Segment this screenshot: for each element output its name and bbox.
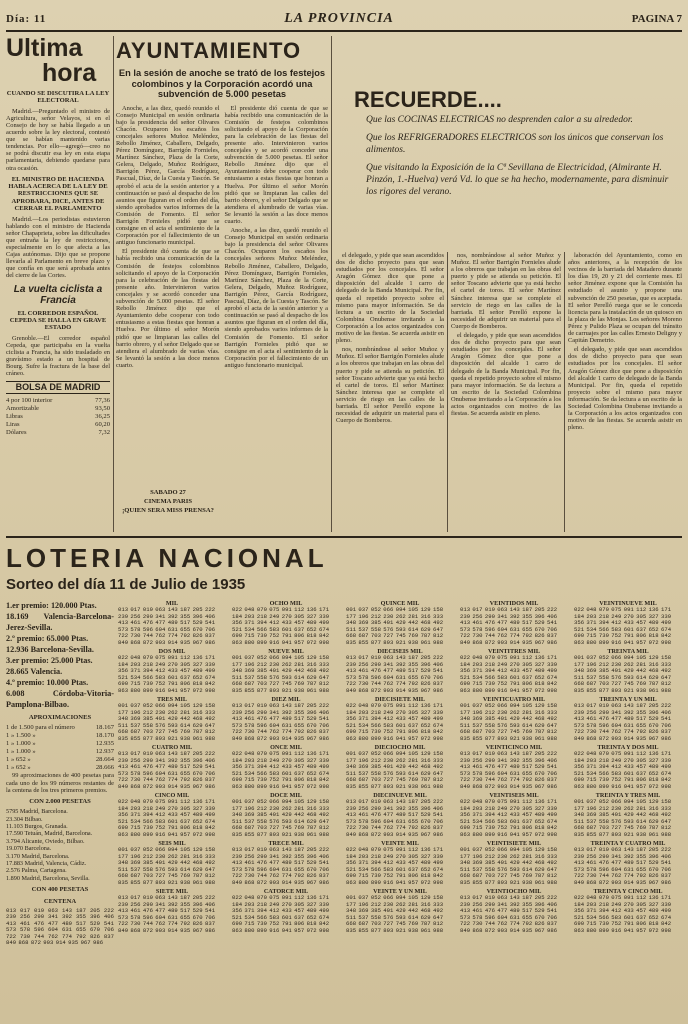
mil-numbers: 013 017 019 063 143 187 205 222 239 256 290 341 392 355 396 406 413 461 476 477 489 517 529 541 573 578 596 604 631 655 670 706 722 730 744 762 774 792 826 837 849 868 872 903 914 935 967 986 (460, 894, 558, 934)
premio-2000-line: 17.590 Tetuán, Madrid, Barcelona. (6, 830, 93, 838)
recuerde-ad (336, 86, 680, 246)
mil-numbers: 022 048 070 075 091 112 136 171 184 203 218 249 270 305 327 339 356 371 394 412 433 457 489 499 521 534 566 583 601 637 652 674 690 715 739 752 791 806 818 842 863 880 899 916 941 957 972 998 (232, 894, 330, 934)
ayuntamiento-text-2b: Anoche, a las diez, quedó reunido el Consejo Municipal en sesión ordinaria bajo la presidencia del señor Olivares Chacón. Ocuparon los escaños los concejales señores Muñoz Meléndez, Rebollo Jiménez, Caballero, Delgado, Pérez Domínguez, Barrigón Fornieles, Martínez Sánchez, Plaza de la Corte, Gelera, Delgado, Muñoz Rodríguez, Barrigón Pérez, García Rodríguez, Pascual, Díaz, de la Cuesta y Tascón. Se aprobó el acta de la sesión anterior y a continuación se pasó al despacho de los asuntos que figuran en el orden del día, siendo aprobados varios informes de la Comisión de Fomento. El señor Barrigón Fornieles pidió que se consigne en el acta el sentimiento de la Corporación por el fallecimiento de un antiguo funcionario municipal. (224, 227, 328, 369)
mil-numbers: 013 017 019 063 143 187 205 222 239 256 290 341 392 355 396 406 413 461 476 477 489 517 529 541 573 578 596 604 631 655 670 706 722 730 744 762 774 792 826 837 849 868 872 903 914 935 967 986 (460, 750, 558, 790)
header-paper-name: LA PROVINCIA (284, 11, 394, 26)
ayuntamiento-deck: En la sesión de anoche se trató de los festejos colombinos y la Corporación acordó una subvención de 5.000 pesetas (118, 68, 326, 99)
ayuntamiento-col-2 (225, 105, 329, 371)
mil-heading: MIL (165, 600, 179, 607)
mil-heading: VEINTICUATRO MIL (482, 696, 546, 703)
recuerde-line-1: Que las COCINAS ELECTRICAS no desprenden calor a su alrededor. (366, 115, 633, 125)
lottery-column (574, 598, 682, 1020)
ultima-subhead-4: EL CORREDOR ESPAÑOL CEPEDA SE HALLA EN GRAVE ESTADO (9, 309, 107, 332)
mil-numbers: 001 037 052 066 094 105 129 158 177 196 212 230 262 281 316 333 348 369 385 401 429 442 468 492 511 537 558 576 593 614 629 647 668 687 703 727 745 769 787 812 835 855 877 893 921 938 961 988 (346, 606, 444, 646)
middle-col-2 (451, 252, 561, 532)
mil-heading: TRES MIL (156, 696, 188, 703)
mil-numbers: 013 017 019 063 143 187 205 222 239 256 290 341 392 355 396 406 413 461 476 477 489 517 529 541 573 578 596 604 631 655 670 706 722 730 744 762 774 792 826 837 849 868 872 903 914 935 967 986 (346, 654, 444, 694)
bolsa-title: BOLSA DE MADRID (6, 381, 110, 394)
aprox-list (6, 724, 114, 772)
section-rule (6, 536, 682, 538)
aprox-row (6, 764, 114, 772)
premio-2000-line: 19.070 Barcelona. (6, 845, 52, 853)
loteria-sorteo: Sorteo del día 11 de Julio de 1935 (6, 576, 246, 593)
centena-title: CENTENA (43, 897, 77, 905)
mil-heading: OCHO MIL (269, 600, 303, 607)
middle-col-3 (568, 252, 682, 532)
lottery-numbers-grid (118, 598, 682, 1020)
mil-heading: QUINCE MIL (380, 600, 420, 607)
column-rule (447, 252, 448, 532)
mil-heading: DOCE MIL (270, 792, 302, 799)
premio-line: 4.º premio: 10.000 Ptas. (6, 678, 89, 687)
column-rule (331, 36, 332, 532)
aprox-row (6, 740, 114, 748)
recuerde-line-3: Que visitando la Exposición de la Cª Sevillana de Electricidad, (Almirante H. Pinzón, 1.-Huelva) verá Vd. lo que se ha hecho, modernamente, para disminuir los rigores del verano. (366, 163, 669, 197)
aprox-label: 1 » 652 » (6, 756, 31, 764)
loteria-left (6, 540, 114, 1020)
aprox-label: 1 » 652 » (6, 764, 31, 772)
mil-numbers: 022 048 070 075 091 112 136 171 184 203 218 249 270 305 327 339 356 371 394 412 433 457 489 499 521 534 566 583 601 637 652 674 690 715 739 752 791 806 818 842 863 880 899 916 941 957 972 998 (346, 702, 444, 742)
mil-numbers: 022 048 070 075 091 112 136 171 184 203 218 249 270 305 327 339 356 371 394 412 433 457 489 499 521 534 566 583 601 637 652 674 690 715 739 752 791 806 818 842 863 880 899 916 941 957 972 998 (118, 654, 216, 694)
premio-line: 6.008 Córdoba-Vitoria-Pamplona-Bilbao. (6, 689, 114, 709)
premio-line: 28.665 Valencia. (6, 667, 63, 676)
mil-numbers: 022 048 070 075 091 112 136 171 184 203 218 249 270 305 327 339 356 371 394 412 433 457 489 499 521 534 566 583 601 637 652 674 690 715 739 752 791 806 818 842 863 880 899 916 941 957 972 998 (232, 606, 330, 646)
premio-2000-line: 3.170 Madrid, Barcelona. (6, 852, 70, 860)
mil-heading: VEINTISIETE MIL (486, 840, 542, 847)
mil-heading: VEINTIDOS MIL (489, 600, 539, 607)
mil-heading: DIECISIETE MIL (374, 696, 426, 703)
mil-numbers: 001 037 052 066 094 105 129 158 177 196 212 230 262 281 316 333 348 369 385 401 429 442 468 492 511 537 558 576 593 614 629 647 668 687 703 727 745 769 787 812 835 855 877 893 921 938 961 988 (460, 846, 558, 886)
bolsa-value: 7,32 (98, 429, 110, 437)
mil-numbers: 001 037 052 066 094 105 129 158 177 196 212 230 262 281 316 333 348 369 385 401 429 442 468 492 511 537 558 576 593 614 629 647 668 687 703 727 745 769 787 812 835 855 877 893 921 938 961 988 (574, 798, 672, 838)
premio-2000-line: 1.890 Madrid, Barcelona, Sevilla. (6, 874, 90, 882)
aprox-number: 28.666 (95, 764, 114, 772)
mil-numbers: 013 017 019 063 143 187 205 222 239 256 290 341 392 355 396 406 413 461 476 477 489 517 529 541 573 578 596 604 631 655 670 706 722 730 744 762 774 792 826 837 849 868 872 903 914 935 967 986 (118, 606, 216, 646)
mil-heading: SEIS MIL (158, 840, 186, 847)
mil-heading: VEINTE MIL (381, 840, 419, 847)
con-400-title: CON 400 PESETAS (31, 886, 89, 894)
column-rule (113, 36, 114, 532)
mil-heading: TREINTA MIL (607, 648, 649, 655)
aprox-title: APROXIMACIONES (28, 714, 92, 721)
mil-numbers: 013 017 019 063 143 187 205 222 239 256 290 341 392 355 396 406 413 461 476 477 489 517 529 541 573 578 596 604 631 655 670 706 722 730 744 762 774 792 826 837 849 868 872 903 914 935 967 986 (574, 702, 672, 742)
bolsa-label: Liras (6, 421, 20, 429)
mil-heading: TREINTA Y TRES MIL (595, 792, 661, 799)
mil-heading: SIETE MIL (155, 888, 189, 895)
mil-heading: NUEVE MIL (268, 648, 304, 655)
mil-numbers: 001 037 052 066 094 105 129 158 177 196 212 230 262 281 316 333 348 369 385 401 429 442 468 492 511 537 558 576 593 614 629 647 668 687 703 727 745 769 787 812 835 855 877 893 921 938 961 988 (346, 750, 444, 790)
premio-line: 3.er premio: 25.000 Ptas. (6, 656, 93, 665)
aprox-row (6, 756, 114, 764)
mil-numbers: 022 048 070 075 091 112 136 171 184 203 218 249 270 305 327 339 356 371 394 412 433 457 489 499 521 534 566 583 601 637 652 674 690 715 739 752 791 806 818 842 863 880 899 916 941 957 972 998 (574, 894, 672, 934)
aprox-number: 18.167 (95, 724, 114, 732)
mil-numbers: 013 017 019 063 143 187 205 222 239 256 290 341 392 355 396 406 413 461 476 477 489 517 529 541 573 578 596 604 631 655 670 706 722 730 744 762 774 792 826 837 849 868 872 903 914 935 967 986 (232, 702, 330, 742)
mil-heading: DIECISEIS MIL (377, 648, 423, 655)
mil-heading: TREINTA Y CUATRO MIL (590, 840, 666, 847)
ultima-title-1: Ultima (6, 36, 83, 62)
aprox-row (6, 732, 114, 740)
mil-heading: VEINTIOCHO MIL (486, 888, 542, 895)
premio-2000-line: 11.103 Burgos, Granada. (6, 822, 68, 830)
ayuntamiento-text-2: El presidente dió cuenta de que se había recibido una comunicación de la Comisión de festejos colombinos solicitando el apoyo de la Corporación para la celebración de las fiestas del presente año. Intervinieron varios concejales y se acordó conceder una subvención de 5.000 pesetas. El señor Rebollo Jiménez dijo que el Ayuntamiento debe cooperar con todo entusiasmo a estas fiestas que honran a Huelva. Por último el señor Morón pidió que se limpiaran las calles del barrio obrero, y el señor Delgado que se atendiera el alumbrado de varias vías. Se levantó la sesión a las doce menos cuarto. (224, 104, 328, 225)
bolsa-row (6, 429, 110, 437)
loteria-title: LOTERIA NACIONAL (6, 543, 328, 573)
aprox-number: 28.664 (95, 756, 114, 764)
header-page-number: PAGINA 7 (631, 13, 682, 25)
ayuntamiento-text-1b: El presidente dió cuenta de que se había recibido una comunicación de la Comisión de festejos colombinos solicitando el apoyo de la Corporación para la celebración de las fiestas del presente año. Intervinieron varios concejales y se acordó conceder una subvención de 5.000 pesetas. El señor Rebollo Jiménez dijo que el Ayuntamiento debe cooperar con todo entusiasmo a estas fiestas que honran a Huelva. Por último el señor Morón pidió que se limpiaran las calles del barrio obrero, y el señor Delgado que se atendiera el alumbrado de varias vías. Se levantó la sesión a las doce menos cuarto. (116, 248, 220, 369)
mil-numbers: 013 017 019 063 143 187 205 222 239 256 290 341 392 355 396 406 413 461 476 477 489 517 529 541 573 578 596 604 631 655 670 706 722 730 744 762 774 792 826 837 849 868 872 903 914 935 967 986 (574, 846, 672, 886)
ultima-body-2: Madrid.—Los periodistas estuvieron hablando con el ministro de Hacienda señor Chapaprieta, sobre las dificultades que entraña la ley de restricciones, especialmente en lo que afecta a las Cajas autónomas. Dijo que se propone llevarla al Parlamento en breve plazo y que confía en que será aprobada antes del cierre de las Cortes. (6, 215, 110, 280)
mil-heading: VEINTINUEVE MIL (599, 600, 657, 607)
bolsa-row (6, 405, 110, 413)
aprox-number: 18.170 (95, 732, 114, 740)
premio-2000-line: 3.794 Alicante, Oviedo, Bilbao. (6, 837, 85, 845)
bolsa-label: 4 por 100 interior (6, 397, 53, 405)
ad-date: SABADO 27 (150, 489, 186, 496)
bolsa-value: 93,50 (95, 405, 110, 413)
aprox-row (6, 724, 114, 732)
premio-2000-line: 17.883 Madrid, Valencia, Cádiz. (6, 859, 87, 867)
aprox-number: 12.935 (95, 740, 114, 748)
bolsa-label: Amortizable (6, 405, 39, 413)
recuerde-title: RECUERDE.... (354, 87, 502, 112)
middle-text-3: laboración del Ayuntamiento, como en años anteriores, a la recepción de los vecinos de la barriada del Matadero durante los días 19, 20 y 21 del corriente mes. El señor Jiménez expone que la Comisión ha estudiado el asunto y propone una subvención de 250 pesetas, que es aceptada. El señor Perelló ruega que se le conceda licencia para la instalación de un quiosco en la plaza de las Monjas. Los señores Moreno Pérez y Pulido Plaza se ocupan del tránsito de carruajes por las calles Ernesto Deligny y Capitán Demetrio. (568, 252, 682, 345)
lottery-column (346, 598, 454, 1020)
mil-numbers: 022 048 070 075 091 112 136 171 184 203 218 249 270 305 327 339 356 371 394 412 433 457 489 499 521 534 566 583 601 637 652 674 690 715 739 752 791 806 818 842 863 880 899 916 941 957 972 998 (118, 798, 216, 838)
mil-heading: VEINTITRES MIL (487, 648, 541, 655)
bolsa-label: Dólares (6, 429, 27, 437)
premio-line: 2.º premio: 65.000 Ptas. (6, 634, 89, 643)
mil-numbers: 001 037 052 066 094 105 129 158 177 196 212 230 262 281 316 333 348 369 385 401 429 442 468 492 511 537 558 576 593 614 629 647 668 687 703 727 745 769 787 812 835 855 877 893 921 938 961 988 (346, 894, 444, 934)
mil-numbers: 022 048 070 075 091 112 136 171 184 203 218 249 270 305 327 339 356 371 394 412 433 457 489 499 521 534 566 583 601 637 652 674 690 715 739 752 791 806 818 842 863 880 899 916 941 957 972 998 (574, 750, 672, 790)
bolsa-table (6, 397, 110, 437)
mil-heading: VEINTICINCO MIL (485, 744, 543, 751)
ayuntamiento-title: AYUNTAMIENTO (116, 38, 302, 63)
premios-list (6, 600, 114, 710)
bolsa-row (6, 397, 110, 405)
aprox-number: 12.937 (95, 748, 114, 756)
mil-numbers: 001 037 052 066 094 105 129 158 177 196 212 230 262 281 316 333 348 369 385 401 429 442 468 492 511 537 558 576 593 614 629 647 668 687 703 727 745 769 787 812 835 855 877 893 921 938 961 988 (574, 654, 672, 694)
mil-numbers: 022 048 070 075 091 112 136 171 184 203 218 249 270 305 327 339 356 371 394 412 433 457 489 499 521 534 566 583 601 637 652 674 690 715 739 752 791 806 818 842 863 880 899 916 941 957 972 998 (460, 654, 558, 694)
mil-heading: CUATRO MIL (151, 744, 193, 751)
ultima-subhead-2: EL MINISTRO DE HACIENDA HABLA ACERCA DE LA LEY DE RESTRICCIONES QUE SE APROBARA, DICE, ANTES DE CERRAR EL PARLAMENTO (8, 175, 108, 213)
mil-heading: CINCO MIL (154, 792, 190, 799)
bolsa-value: 60,20 (95, 421, 110, 429)
mil-numbers: 013 017 019 063 143 187 205 222 239 256 290 341 392 355 396 406 413 461 476 477 489 517 529 541 573 578 596 604 631 655 670 706 722 730 744 762 774 792 826 837 849 868 872 903 914 935 967 986 (232, 846, 330, 886)
mil-numbers: 013 017 019 063 143 187 205 222 239 256 290 341 392 355 396 406 413 461 476 477 489 517 529 541 573 578 596 604 631 655 670 706 722 730 744 762 774 792 826 837 849 868 872 903 914 935 967 986 (460, 606, 558, 646)
list-2000 (6, 808, 114, 882)
lottery-column (232, 598, 340, 1020)
bolsa-row (6, 421, 110, 429)
middle-text-1b: nos, nombrándose al señor Muñoz y Muñoz. El señor Barrigón Fornieles alude a los obreros que trabajan en las obras del puerto y pide se atienda su petición. El señor Toscano advierte que ya está hecho el cartel de toros. El señor Martínez Sánchez interesa que se complete el servicio de riego en las calles de la barriada. El señor Perelló expone la necesidad de adquirir un material para el Cuerpo de Bomberos. (336, 346, 444, 425)
mil-heading: DIECIOCHO MIL (374, 744, 426, 751)
bolsa-value: 36,25 (95, 413, 110, 421)
mil-heading: DOS MIL (158, 648, 186, 655)
premio-2000-line: 5795 Madrid, Barcelona. (6, 808, 68, 816)
lottery-column (460, 598, 568, 1020)
mil-numbers: 001 037 052 066 094 105 129 158 177 196 212 230 262 281 316 333 348 369 385 401 429 442 468 492 511 537 558 576 593 614 629 647 668 687 703 727 745 769 787 812 835 855 877 893 921 938 961 988 (118, 846, 216, 886)
ayuntamiento-article (116, 36, 328, 532)
middle-col-1 (336, 252, 444, 532)
ultima-body-3: Grenoble.—El corredor español Cepeda, que participaba en la vuelta ciclista a Francia, ha sido trasladado en gravísimo estado a un hospital de Bourg. Sufre la fractura de la base del cráneo. (6, 334, 110, 378)
premio-line: 18.169 Valencia-Barcelona-Jerez-Sevilla. (6, 612, 114, 632)
header-day: Día: 11 (6, 13, 47, 25)
mil-heading: TREINTA Y DOS MIL (597, 744, 659, 751)
ayuntamiento-text-1: Anoche, a las diez, quedó reunido el Consejo Municipal en sesión ordinaria bajo la presidencia del señor Olivares Chacón. Ocuparon los escaños los concejales señores Muñoz Meléndez, Rebollo Jiménez, Caballero, Delgado, Pérez Domínguez, Barrigón Fornieles, Martínez Sánchez, Plaza de la Corte, Gelera, Delgado, Muñoz Rodríguez, Barrigón Pérez, García Rodríguez, Pascual, Díaz, de la Cuesta y Tascón. Se aprobó el acta de la sesión anterior y a continuación se pasó al despacho de los asuntos que figuran en el orden del día, siendo aprobados varios informes de la Comisión de Fomento. El señor Barrigón Fornieles pidió que se consigne en el acta el sentimiento de la Corporación por el fallecimiento de un antiguo funcionario municipal. (116, 104, 220, 247)
ultima-body-1: Madrid.—Preguntado el ministro de Agricultura, señor Velayos, si en el Consejo de hoy se había llegado a un acuerdo sobre la ley electoral, contestó que se habían mantenido varias tendencias. Por ello—agregó—creo no se podrá discutir esa ley en esta etapa parlamentaria, debiendo quedarse para otra ocasión. (6, 107, 110, 172)
ultima-subhead-3: La vuelta ciclista a Francia (13, 283, 103, 306)
page-header (6, 8, 682, 32)
mil-heading: VEINTE Y UN MIL (373, 888, 427, 895)
mil-numbers: 022 048 070 075 091 112 136 171 184 203 218 249 270 305 327 339 356 371 394 412 433 457 489 499 521 534 566 583 601 637 652 674 690 715 739 752 791 806 818 842 863 880 899 916 941 957 972 998 (346, 846, 444, 886)
miss-prensa-ad (116, 488, 220, 515)
con-2000-title: CON 2.000 PESETAS (29, 797, 91, 805)
lottery-column (118, 598, 226, 1020)
ad-question: ¡QUIEN SERA MISS PRENSA? (122, 507, 214, 514)
mil-heading: TRECE MIL (268, 840, 304, 847)
mil-numbers: 001 037 052 066 094 105 129 158 177 196 212 230 262 281 316 333 348 369 385 401 429 442 468 492 511 537 558 576 593 614 629 647 668 687 703 727 745 769 787 812 835 855 877 893 921 938 961 988 (460, 702, 558, 742)
mil-numbers: 001 037 052 066 094 105 129 158 177 196 212 230 262 281 316 333 348 369 385 401 429 442 468 492 511 537 558 576 593 614 629 647 668 687 703 727 745 769 787 812 835 855 877 893 921 938 961 988 (232, 654, 330, 694)
mil-numbers: 001 037 052 066 094 105 129 158 177 196 212 230 262 281 316 333 348 369 385 401 429 442 468 492 511 537 558 576 593 614 629 647 668 687 703 727 745 769 787 812 835 855 877 893 921 938 961 988 (118, 702, 216, 742)
mil-numbers: 022 048 070 075 091 112 136 171 184 203 218 249 270 305 327 339 356 371 394 412 433 457 489 499 521 534 566 583 601 637 652 674 690 715 739 752 791 806 818 842 863 880 899 916 941 957 972 998 (232, 750, 330, 790)
ultima-subhead-1: CUANDO SE DISCUTIRA LA LEY ELECTORAL (6, 90, 110, 105)
centena-numbers: 013 017 019 063 143 187 205 222 239 256 290 341 392 355 396 406 413 461 476 477 489 517 529 541 573 578 596 604 631 655 670 706 722 730 744 762 774 792 826 837 849 868 872 903 914 935 967 986 (6, 906, 114, 947)
bolsa-value: 77,36 (95, 397, 110, 405)
aprox-row (6, 748, 114, 756)
premio-2000-line: 2.576 Palma, Cartagena. (6, 867, 67, 875)
premio-line: 1.er premio: 120.000 Ptas. (6, 601, 97, 610)
aprox-label: 1 » 1.000 » (6, 748, 36, 756)
aprox-label: 1 » 1.000 » (6, 740, 36, 748)
mil-heading: TREINTA Y UN MIL (599, 696, 657, 703)
ayuntamiento-col-1 (116, 105, 220, 371)
mil-heading: TREINTA Y CINCO MIL (593, 888, 663, 895)
mil-heading: VEINTISEIS MIL (489, 792, 539, 799)
mil-heading: ONCE MIL (270, 744, 302, 751)
premio-2000-line: 23.304 Bilbao. (6, 815, 43, 823)
mil-numbers: 022 048 070 075 091 112 136 171 184 203 218 249 270 305 327 339 356 371 394 412 433 457 489 499 521 534 566 583 601 637 652 674 690 715 739 752 791 806 818 842 863 880 899 916 941 957 972 998 (574, 606, 672, 646)
bolsa-row (6, 413, 110, 421)
mil-numbers: 013 017 019 063 143 187 205 222 239 256 290 341 392 355 396 406 413 461 476 477 489 517 529 541 573 578 596 604 631 655 670 706 722 730 744 762 774 792 826 837 849 868 872 903 914 935 967 986 (118, 894, 216, 934)
mil-numbers: 001 037 052 066 094 105 129 158 177 196 212 230 262 281 316 333 348 369 385 401 429 442 468 492 511 537 558 576 593 614 629 647 668 687 703 727 745 769 787 812 835 855 877 893 921 938 961 988 (232, 798, 330, 838)
mil-numbers: 013 017 019 063 143 187 205 222 239 256 290 341 392 355 396 406 413 461 476 477 489 517 529 541 573 578 596 604 631 655 670 706 722 730 744 762 774 792 826 837 849 868 872 903 914 935 967 986 (346, 798, 444, 838)
ultima-hora-column (6, 36, 110, 532)
middle-text-1: el delegado, y pide que sean ascendidos dos de dicho proyecto para que sean estudiados por los concejales. El señor Aragón Gómez dice que pone a disposición del alcalde 1 carro de delegado de la Banda Municipal. Por fin, queda el repetido proyecto sobre el mismo para mayor información. Se da lectura a un escrito de la Sociedad Colombina Onubense invitando a la Corporación a los actos organizados con motivo de las fiestas. Se acuerda asistir en pleno. (336, 252, 444, 345)
premio-line: 12.936 Barcelona-Sevilla. (6, 645, 94, 654)
column-rule (564, 252, 565, 532)
aprox-note: 99 aproximaciones de 400 pesetas para cada uno de los 99 números restantes de la centena de los tres primeros premios. (6, 772, 114, 794)
middle-text-2: nos, nombrándose al señor Muñoz y Muñoz. El señor Barrigón Fornieles alude a los obreros que trabajan en las obras del puerto y pide se atienda su petición. El señor Toscano advierte que ya está hecho el cartel de toros. El señor Martínez Sánchez interesa que se complete el servicio de riego en las calles de la barriada. El señor Perelló expone la necesidad de adquirir un material para el Cuerpo de Bomberos. (451, 252, 561, 330)
mil-heading: DIECINUEVE MIL (373, 792, 427, 799)
ad-cinema: CINEMA PARIS (143, 498, 193, 505)
bolsa-label: Libras (6, 413, 23, 421)
mil-numbers: 013 017 019 063 143 187 205 222 239 256 290 341 392 355 396 406 413 461 476 477 489 517 529 541 573 578 596 604 631 655 670 706 722 730 744 762 774 792 826 837 849 868 872 903 914 935 967 986 (118, 750, 216, 790)
middle-text-2b: el delegado, y pide que sean ascendidos dos de dicho proyecto para que sean estudiados por los concejales. El señor Aragón Gómez dice que pone a disposición del alcalde 1 carro de delegado de la Banda Municipal. Por fin, queda el repetido proyecto sobre el mismo para mayor información. Se da lectura a un escrito de la Sociedad Colombina Onubense invitando a la Corporación a los actos organizados con motivo de las fiestas. Se acuerda asistir en pleno. (451, 332, 561, 418)
ultima-title-2: hora (42, 59, 97, 87)
mil-heading: CATORCE MIL (263, 888, 309, 895)
recuerde-line-2: Que los REFRIGERADORES ELECTRICOS son los únicos que conservan los alimentos. (366, 133, 664, 155)
aprox-label: 1 de 1.500 para el número (6, 724, 75, 732)
aprox-label: 1 » 1.500 » (6, 732, 36, 740)
mil-numbers: 022 048 070 075 091 112 136 171 184 203 218 249 270 305 327 339 356 371 394 412 433 457 489 499 521 534 566 583 601 637 652 674 690 715 739 752 791 806 818 842 863 880 899 916 941 957 972 998 (460, 798, 558, 838)
mil-heading: DIEZ MIL (271, 696, 301, 703)
middle-text-3b: el delegado, y pide que sean ascendidos dos de dicho proyecto para que sean estudiados por los concejales. El señor Aragón Gómez dice que pone a disposición del alcalde 1 carro de delegado de la Banda Municipal. Por fin, queda el repetido proyecto sobre el mismo para mayor información. Se da lectura a un escrito de la Sociedad Colombina Onubense invitando a la Corporación a los actos organizados con motivo de las fiestas. Se acuerda asistir en pleno. (568, 346, 682, 432)
